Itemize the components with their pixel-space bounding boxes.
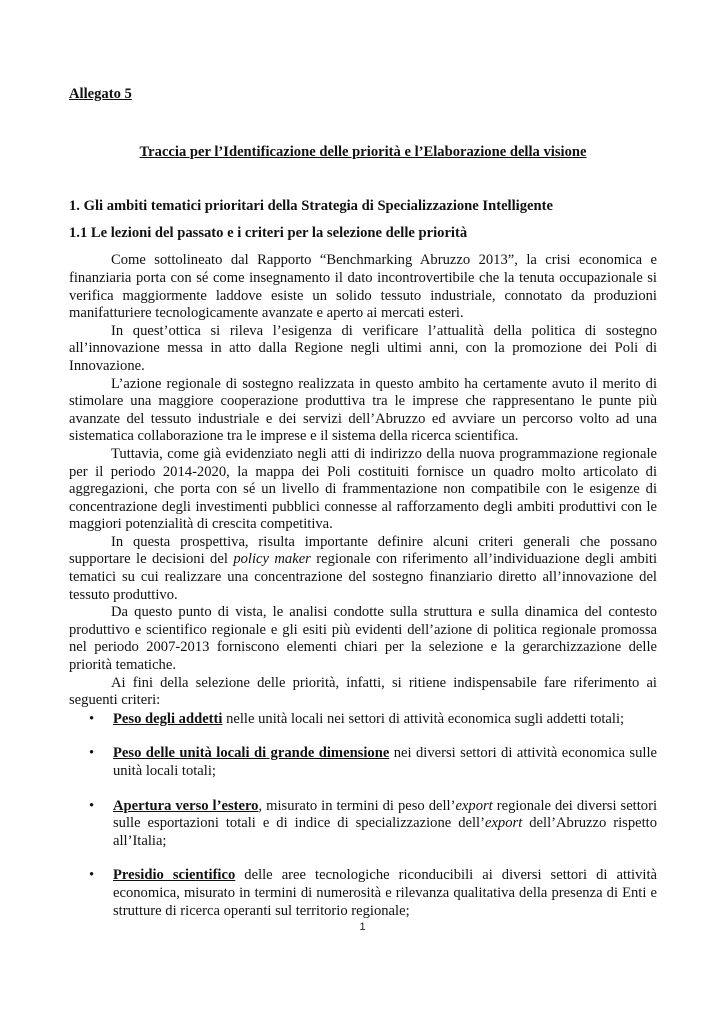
page-number: 1 [359,921,366,933]
criterion-text: delle aree tecnologiche riconducibili ai diversi settori di attività economica, misurato in termini di numerosità e rilevanza qualitativa della presenza di Enti e strutture di ricerca operanti sul territorio regionale; [113,867,657,919]
criterion-text: dell’Abruzzo rispetto all’Italia; [113,815,657,849]
list-item [69,798,657,851]
bullet-icon: • [89,710,95,727]
subsection-heading: 1.1 Le lezioni del passato e i criteri per la selezione delle priorità [69,224,468,241]
list-item [69,745,657,780]
bullet-icon: • [89,797,95,814]
criterion-term: Apertura verso l’estero [113,797,259,814]
criterion-text: nelle unità locali nei settori di attività economica sugli addetti totali; [222,710,625,727]
paragraph: In quest’ottica si rileva l’esigenza di verificare l’attualità della politica di sostegno all’innovazione messa in atto dalla Regione negli ultimi anni, con la promozione dei Poli di Innovazione. [69,322,657,374]
criterion-term: Presidio scientifico [113,867,236,884]
criteria-list [69,711,657,920]
paragraph-text: regionale con riferimento all’individuazione degli ambiti tematici su cui realizzare una concentrazione del sostegno finanziario diretto all’innovazione del tessuto produttivo. [69,551,657,603]
section-heading: 1. Gli ambiti tematici prioritari della Strategia di Specializzazione Intelligente [69,198,553,215]
italic-term: export [455,797,493,814]
document-title: Traccia per l’Identificazione delle priorità e l’Elaborazione della visione [139,143,587,160]
paragraph: Come sottolineato dal Rapporto “Benchmarking Abruzzo 2013”, la crisi economica e finanziaria porta con sé come insegnamento il dato incontrovertibile che la tenuta occupazionale si verifica maggiormente laddove esiste un solido tessuto industriale, connotato da produzioni manifatturiere tecnologicamente avanzate e aperto ai mercati esteri. [69,252,657,322]
criterion-term: Peso degli addetti [113,710,223,727]
bullet-icon: • [89,745,95,762]
bullet-icon: • [89,867,95,884]
paragraph [69,534,657,604]
criterion-text: regionale dei diversi settori sulle esportazioni totali e di indice di specializzazione dell’ [113,797,657,832]
criterion-text: nei diversi settori di attività economica sulle unità locali totali; [113,745,657,779]
italic-term: export [484,815,523,832]
paragraph-text: In questa prospettiva, risulta importante definire alcuni criteri generali che possano supportare le decisioni del [69,533,657,568]
criterion-term: Peso delle unità locali di grande dimensione [113,745,390,762]
italic-term: policy maker [233,551,311,568]
paragraph: Tuttavia, come già evidenziato negli atti di indirizzo della nuova programmazione regionale per il periodo 2014-2020, la mappa dei Poli costituiti fornisce un quadro molto articolato di aggregazioni, che porta con sé un livello di frammentazione non compatibile con le esigenze di concentrazione degli investimenti pubblici connesse al rafforzamento degli ambiti produttivi con le maggiori potenzialità di crescita competitiva. [69,445,657,533]
list-item [69,867,657,920]
paragraph: Da questo punto di vista, le analisi condotte sulla struttura e sulla dinamica del contesto produttivo e scientifico regionale e gli esiti più evidenti dell’azione di politica regionale promossa nel periodo 2007-2013 forniscono elementi chiari per la selezione e la gerarchizzazione delle priorità tematiche. [69,604,657,674]
annex-label: Allegato 5 [69,86,132,102]
list-item [69,711,657,729]
document-page [69,86,657,920]
criterion-text: , misurato in termini di peso dell’ [258,797,456,814]
paragraph: Ai fini della selezione delle priorità, infatti, si ritiene indispensabile fare riferimento ai seguenti criteri: [69,674,657,709]
paragraph: L’azione regionale di sostegno realizzata in questo ambito ha certamente avuto il merito di stimolare una maggiore cooperazione produttiva tra le imprese che rappresentano le punte più avanzate del tessuto industriale e dei servizi dell’Abruzzo ed avviare un percorso volto ad una sistematica collaborazione tra le imprese e il sistema della ricerca scientifica. [69,375,657,445]
